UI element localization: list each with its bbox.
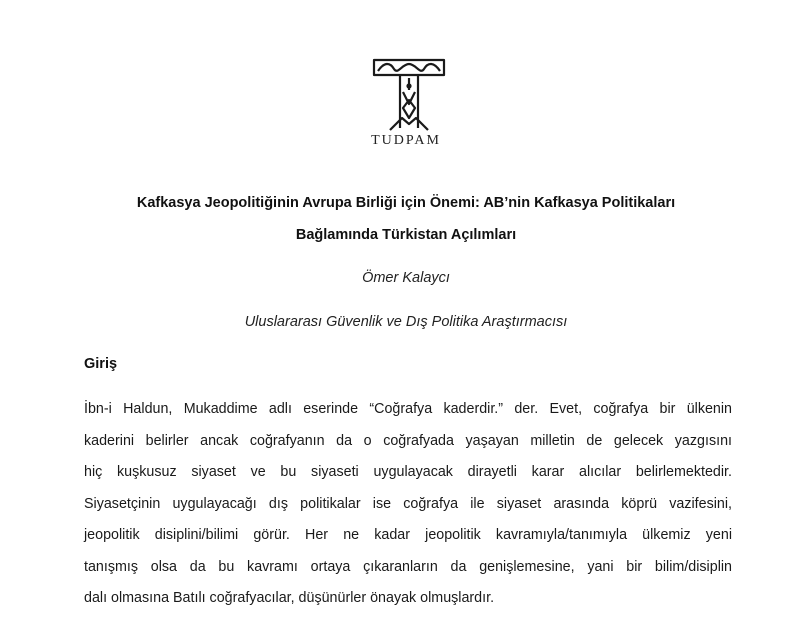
paragraph-line: tanışmış olsa da bu kavramı ortaya çıkaranların da genişlemesine, yani bir bilim/disiplin: [84, 558, 732, 575]
paragraph-line: kaderini belirler ancak coğrafyanın da o coğrafyada yaşayan milletin de gelecek yazgısını: [84, 432, 732, 449]
paragraph-line: dalı olmasına Batılı coğrafyacılar, düşünürler önayak olmuşlardır.: [84, 590, 495, 606]
paragraph-line: Siyasetçinin uygulayacağı dış politikalar ise coğrafya ile siyaset arasında köprü vazifesini,: [84, 495, 732, 512]
tudpam-logo-icon: [372, 58, 446, 134]
author-affiliation: Uluslararası Güvenlik ve Dış Politika Araştırmacısı: [244, 314, 568, 330]
paragraph-line: jeopolitik disiplini/bilimi görür. Her ne kadar jeopolitik kavramıyla/tanımıyla ülkemiz yeni: [84, 527, 732, 543]
brand-name: TUDPAM: [371, 133, 441, 148]
document-title-line-1: Kafkasya Jeopolitiğinin Avrupa Birliği için Önemi: AB’nin Kafkasya Politikaları: [136, 195, 676, 211]
paragraph-line: İbn-i Haldun, Mukaddime adlı eserinde “Coğrafya kaderdir.” der. Evet, coğrafya bir ülkenin: [84, 401, 732, 417]
author-name: Ömer Kalaycı: [362, 270, 450, 286]
section-heading: Giriş: [84, 356, 118, 372]
paragraph-line: hiç kuşkusuz siyaset ve bu siyaseti uygulayacak dirayetli karar alıcılar belirlemektedir.: [84, 464, 732, 480]
body-paragraph: [84, 395, 732, 616]
document-title-line-2: Bağlamında Türkistan Açılımları: [295, 227, 517, 243]
